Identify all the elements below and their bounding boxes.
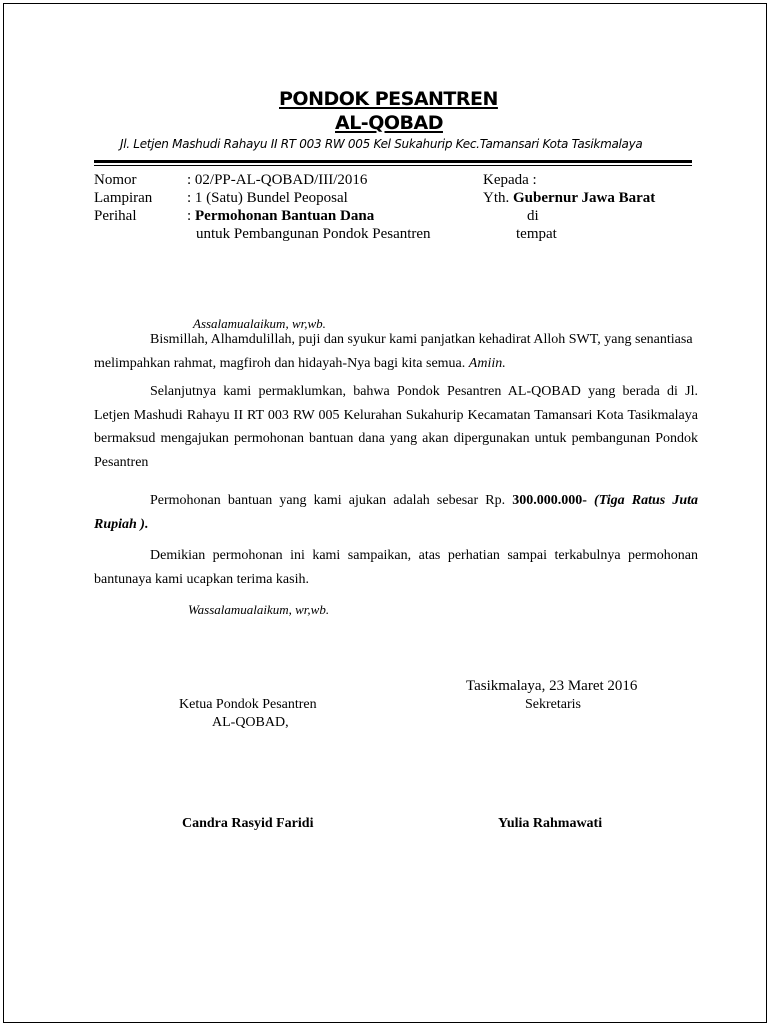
signer-right-title: Sekretaris — [525, 697, 581, 712]
paragraph-2: Selanjutnya kami permaklumkan, bahwa Pondok Pesantren AL-QOBAD yang berada di Jl. Letjen Mashudi Rahayu II RT 003 RW 005 Kelurahan Sukahurip Kecamatan Tamansari Kota Tasikmalaya bermaksud mengajukan permohonan bantuan dana yang akan dipergunakan untuk pembangunan Pondok Pesantren — [94, 384, 698, 470]
signer-left-name: Candra Rasyid Faridi — [182, 816, 314, 831]
recipient-yth: Yth. — [483, 190, 510, 206]
perihal-value-line2: untuk Pembangunan Pondok Pesantren — [196, 226, 431, 242]
lampiran-value: : 1 (Satu) Bundel Peoposal — [187, 190, 348, 206]
signer-left-title: Ketua Pondok Pesantren — [179, 697, 317, 712]
letterhead-rule-thin — [94, 165, 692, 166]
paragraph-1-text: melimpahkan rahmat, magfiroh dan hidayah-Nya bagi kita semua. — [94, 356, 466, 371]
paragraph-4: Demikian permohonan ini kami sampaikan, atas perhatian sampai terkabulnya permohonan bantunaya kami ucapkan terima kasih. — [94, 548, 698, 587]
recipient-tempat: tempat — [516, 226, 557, 242]
perihal-colon: : — [187, 208, 192, 224]
recipient-di: di — [527, 208, 539, 224]
paragraph-3-text: Permohonan bantuan yang kami ajukan adalah sebesar Rp. — [150, 493, 506, 508]
letterhead-rule-thick — [94, 160, 692, 163]
amount-words: (Tiga Ratus Juta Rupiah ). — [94, 493, 699, 532]
recipient-kepada: Kepada : — [483, 172, 537, 188]
signer-right-name: Yulia Rahmawati — [498, 816, 603, 831]
amount-text: 300.000.000- — [512, 493, 587, 508]
lampiran-label: Lampiran — [94, 190, 153, 206]
letterhead-title-line2: AL-QOBAD — [335, 112, 443, 134]
signer-left-org: AL-QOBAD, — [212, 715, 289, 730]
perihal-label: Perihal — [94, 208, 137, 224]
letterhead-address: Jl. Letjen Mashudi Rahayu II RT 003 RW 005 Kel Sukahurip Kec.Tamansari Kota Tasikmalaya — [120, 137, 643, 151]
nomor-value: : 02/PP-AL-QOBAD/III/2016 — [187, 172, 368, 188]
recipient-name: Gubernur Jawa Barat — [513, 190, 656, 206]
nomor-label: Nomor — [94, 172, 137, 188]
amiin-text: Amiin. — [468, 356, 506, 371]
paragraph-1-line2 — [94, 356, 506, 372]
paragraph-1-line1: Bismillah, Alhamdulillah, puji dan syukur kami panjatkan kehadirat Alloh SWT, yang senantiasa — [150, 332, 693, 347]
place-date: Tasikmalaya, 23 Maret 2016 — [466, 678, 638, 694]
perihal-value: Permohonan Bantuan Dana — [195, 208, 375, 224]
paragraph-3 — [94, 489, 698, 536]
salam-open: Assalamualaikum, wr,wb. — [193, 316, 326, 331]
salam-close: Wassalamualaikum, wr,wb. — [188, 602, 330, 617]
letterhead-title-line1: PONDOK PESANTREN — [279, 88, 498, 110]
